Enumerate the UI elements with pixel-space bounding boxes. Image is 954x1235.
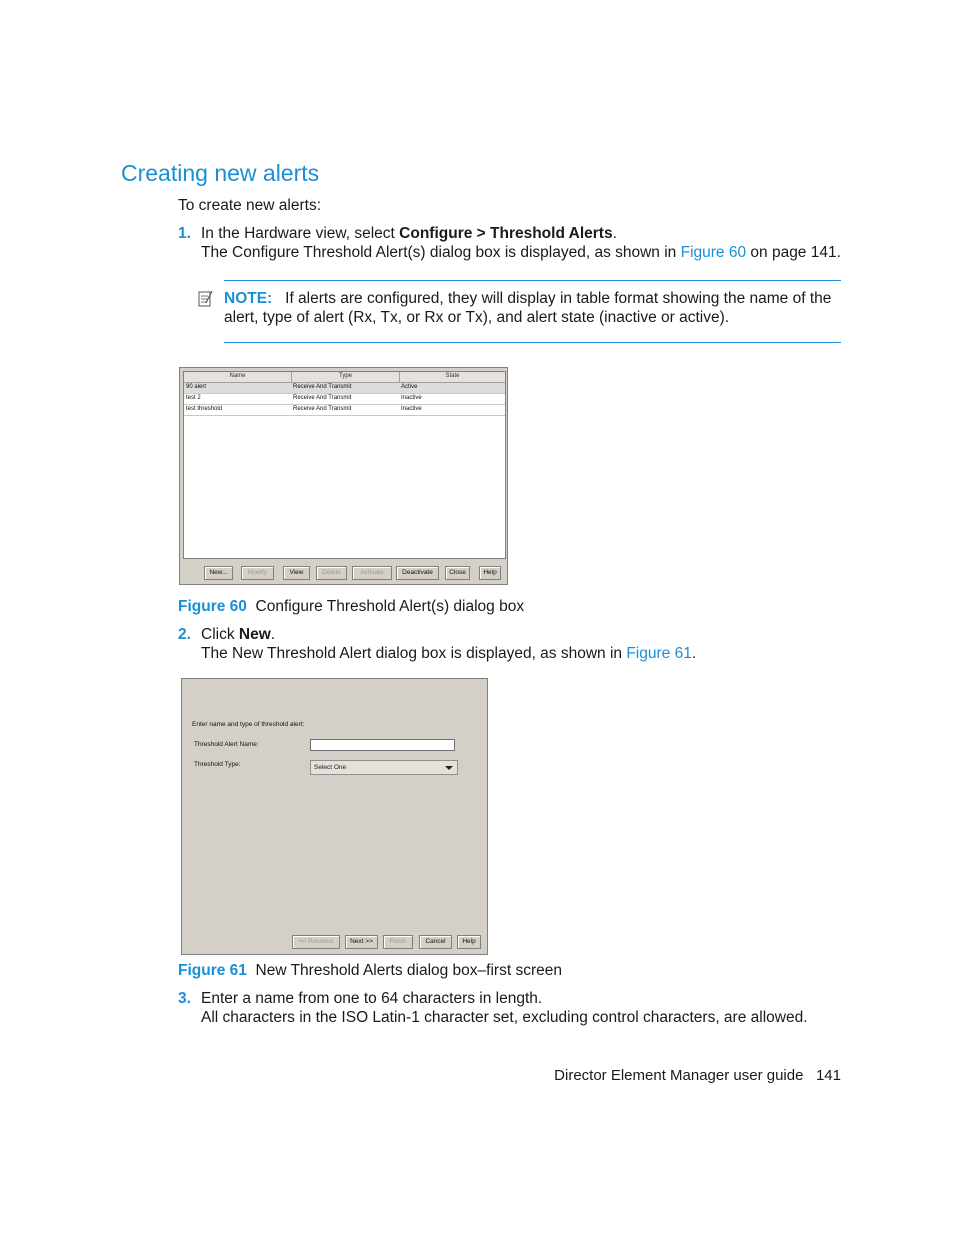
view-button[interactable]: View: [283, 566, 310, 580]
new-button[interactable]: New...: [204, 566, 233, 580]
figure-60-link[interactable]: Figure 60: [680, 244, 747, 261]
page-number: 141: [815, 1067, 841, 1084]
modify-button[interactable]: Modify: [241, 566, 274, 580]
deactivate-button[interactable]: Deactivate: [396, 566, 439, 580]
help-button[interactable]: Help: [479, 566, 501, 580]
table-row[interactable]: test threshold Receive And Transmit Inactive: [184, 405, 505, 416]
activate-button[interactable]: Activate: [352, 566, 392, 580]
table-header: [184, 372, 505, 383]
column-header-name[interactable]: Name: [229, 373, 246, 379]
cancel-button[interactable]: Cancel: [419, 935, 452, 949]
next-button[interactable]: Next >>: [345, 935, 378, 949]
page-footer: [554, 1067, 841, 1084]
chevron-down-icon: [445, 766, 453, 770]
threshold-type-select[interactable]: Select One: [310, 760, 458, 775]
step-2-result: The New Threshold Alert dialog box is displayed, as shown in Figure 61.: [201, 645, 697, 662]
note-label: NOTE:: [224, 290, 273, 307]
menu-path: Configure > Threshold Alerts: [399, 225, 613, 242]
step-2-text: Click New.: [201, 626, 276, 643]
threshold-alert-name-input[interactable]: [310, 739, 455, 751]
note-line-2: alert, type of alert (Rx, Tx, or Rx or Tx), and alert state (inactive or active).: [224, 309, 730, 326]
figure-60-caption: Figure 60 Configure Threshold Alert(s) dialog box: [178, 598, 525, 615]
step-2-number: 2.: [178, 626, 191, 643]
new-command: New: [238, 626, 271, 643]
configure-threshold-alerts-dialog: [179, 367, 508, 585]
previous-button[interactable]: << Previous: [292, 935, 340, 949]
note-bottom-rule: [224, 342, 841, 343]
section-heading: Creating new alerts: [121, 160, 320, 186]
dialog-prompt: Enter name and type of threshold alert:: [192, 721, 305, 728]
threshold-type-label: Threshold Type:: [194, 761, 241, 768]
table-row[interactable]: test 2 Receive And Transmit Inactive: [184, 394, 505, 405]
alerts-table: [183, 371, 506, 559]
note-line-1: NOTE: If alerts are configured, they will display in table format showing the name of the: [224, 290, 832, 307]
step-1-number: 1.: [178, 225, 191, 242]
column-header-state[interactable]: State: [445, 373, 460, 379]
note-top-rule: [224, 280, 841, 281]
threshold-alert-name-label: Threshold Alert Name:: [194, 741, 259, 748]
step-3-text: Enter a name from one to 64 characters in length.: [201, 990, 543, 1007]
figure-61-caption: Figure 61 New Threshold Alerts dialog box–first screen: [178, 962, 562, 979]
finish-button[interactable]: Finish: [383, 935, 413, 949]
figure-61-link[interactable]: Figure 61: [626, 645, 692, 662]
help-button[interactable]: Help: [457, 935, 481, 949]
new-threshold-alert-dialog: [181, 678, 488, 955]
close-button[interactable]: Close: [445, 566, 470, 580]
note-pad-icon: [198, 290, 214, 308]
step-3-number: 3.: [178, 990, 191, 1007]
intro-text: To create new alerts:: [178, 197, 322, 214]
step-1-text: In the Hardware view, select Configure > Threshold Alerts.: [201, 225, 617, 242]
column-header-type[interactable]: Type: [338, 373, 352, 379]
step-3-detail: All characters in the ISO Latin-1 character set, excluding control characters, are allowed.: [201, 1009, 808, 1026]
step-1-result: The Configure Threshold Alert(s) dialog box is displayed, as shown in Figure 60 on page 141.: [201, 244, 841, 261]
footer-title: Director Element Manager user guide: [554, 1067, 804, 1084]
delete-button[interactable]: Delete: [316, 566, 347, 580]
table-row[interactable]: 90 alert Receive And Transmit Active: [184, 383, 505, 394]
